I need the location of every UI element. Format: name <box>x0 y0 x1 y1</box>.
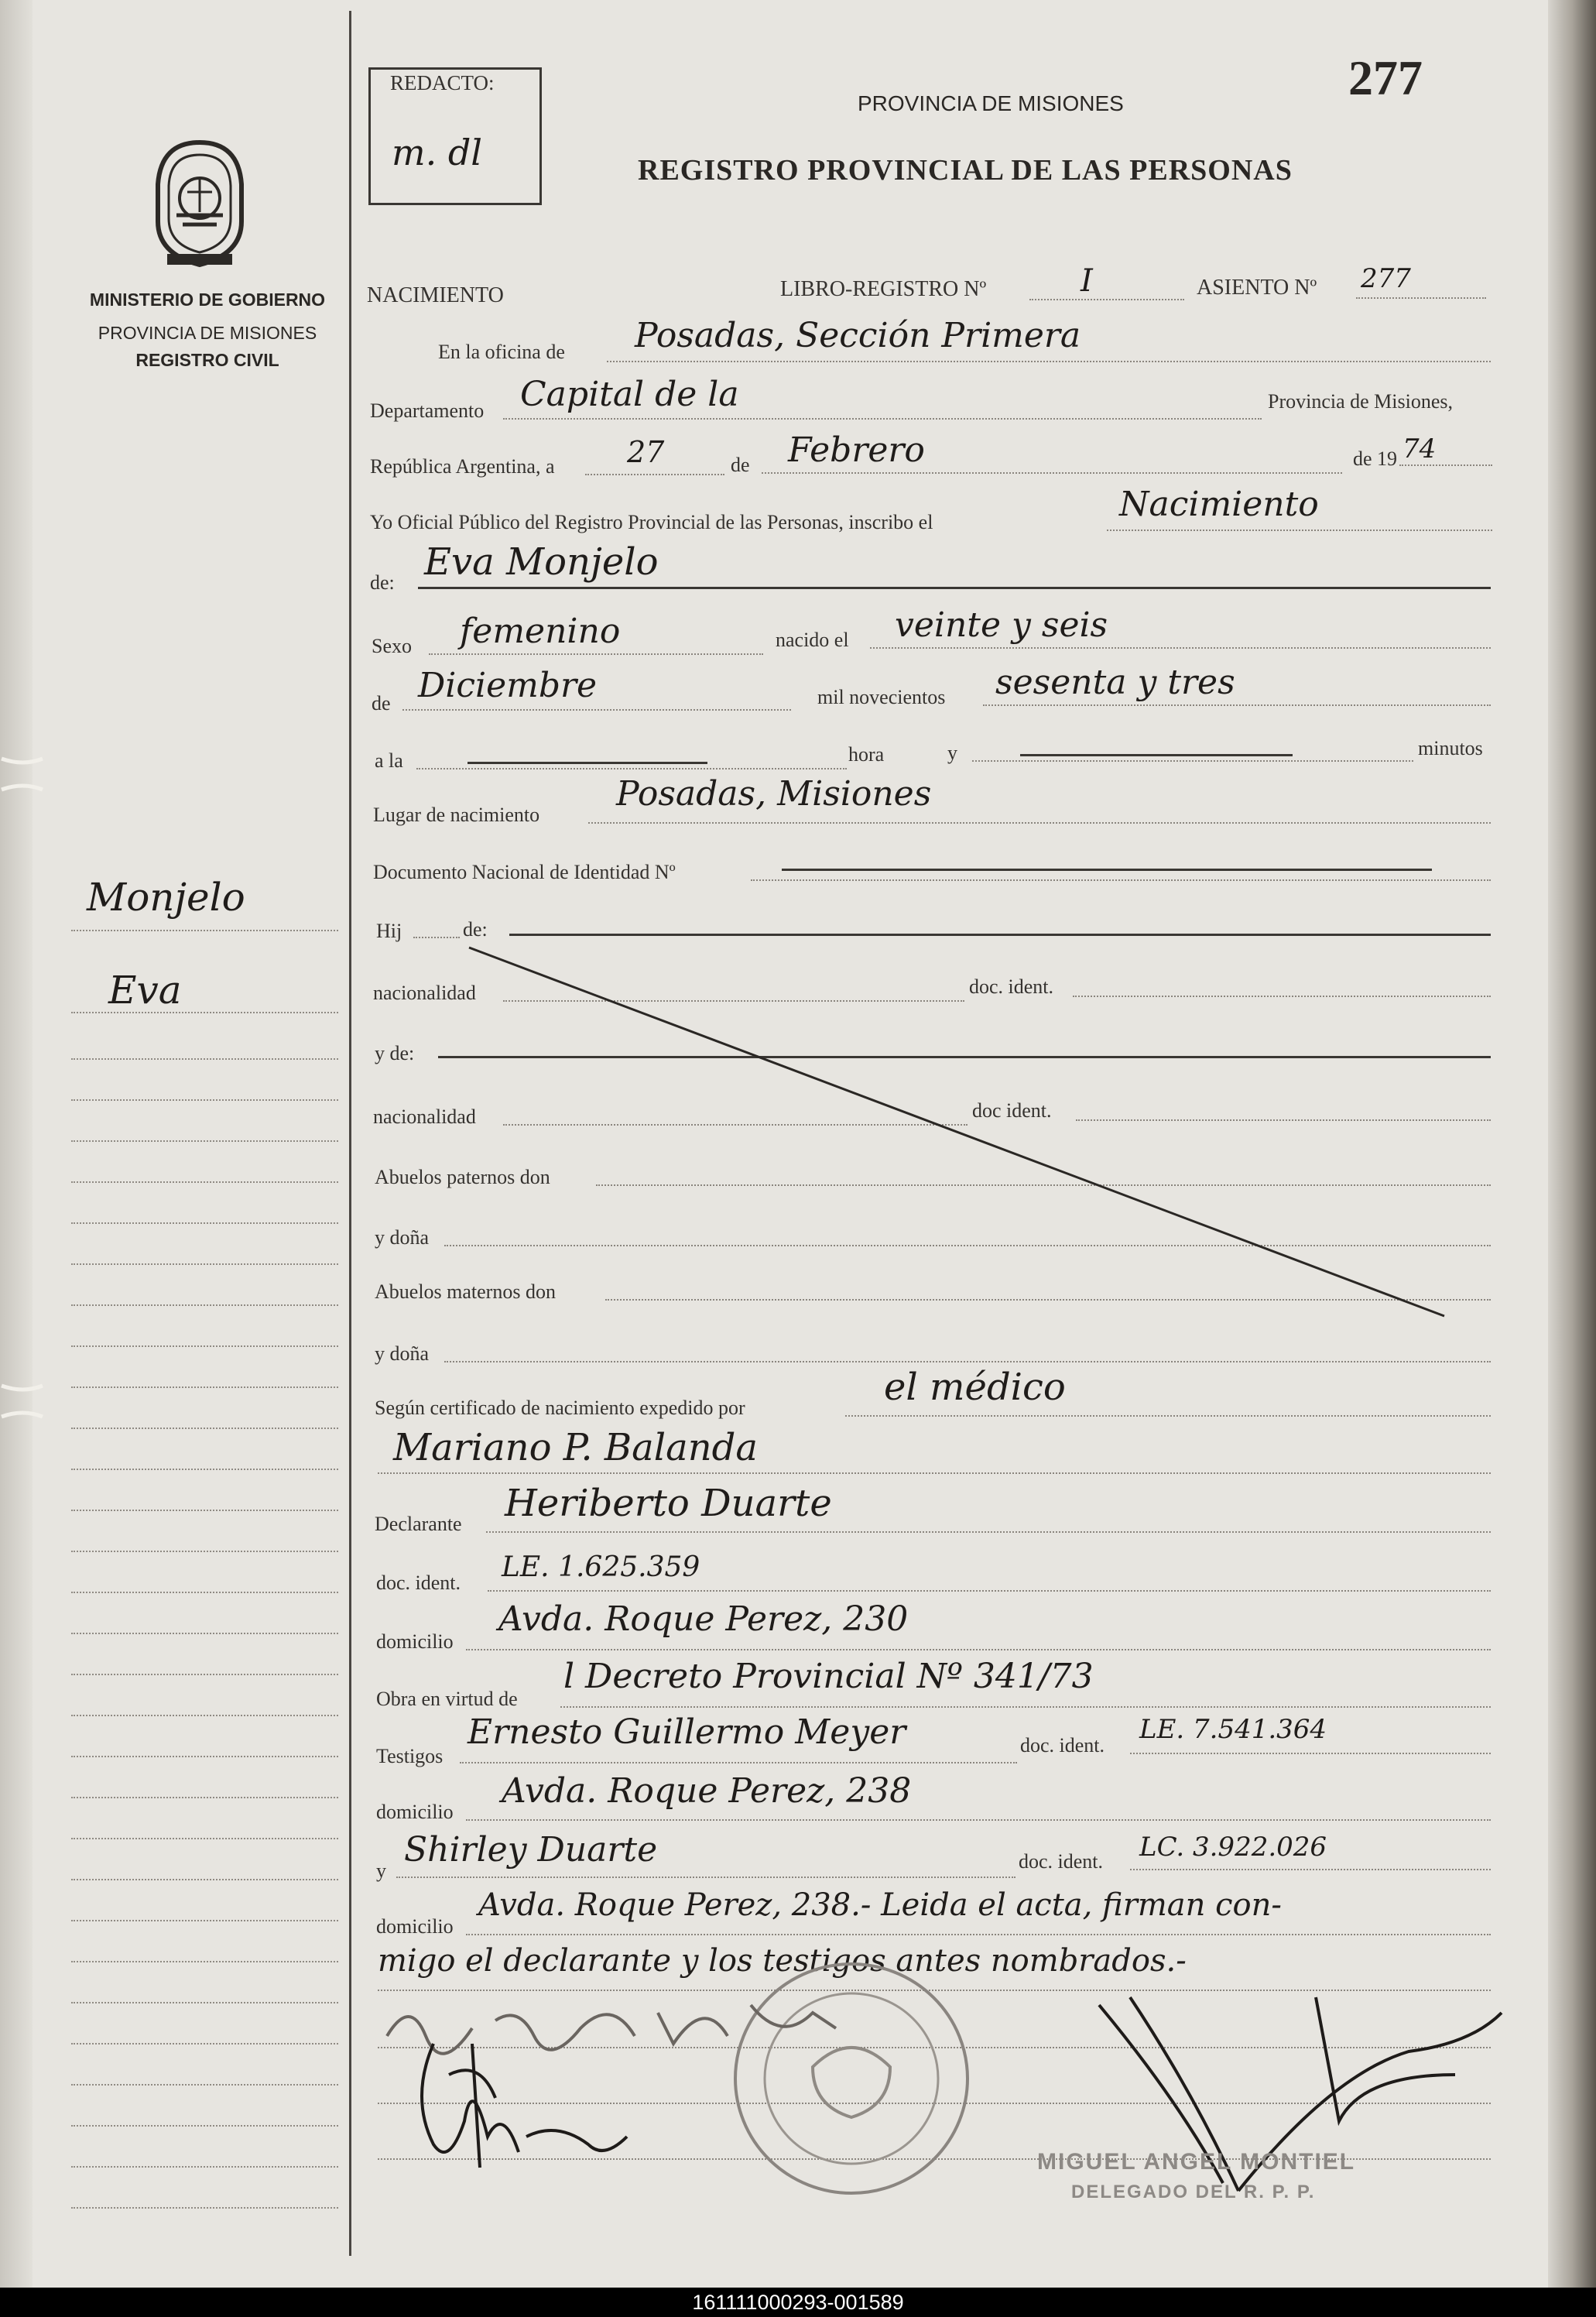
redacto-label: REDACTO: <box>390 71 495 94</box>
margin-line <box>71 1551 338 1552</box>
libro-value: I <box>1081 263 1093 299</box>
margin-line <box>71 1181 338 1183</box>
margin-line <box>71 2043 338 2045</box>
registry-title: REGISTRO PROVINCIAL DE LAS PERSONAS <box>638 154 1293 187</box>
oficina-value: Posadas, Sección Primera <box>635 316 1081 355</box>
certificado-label: Según certificado de nacimiento expedido por <box>375 1397 745 1419</box>
lugar-value: Posadas, Misiones <box>616 774 932 814</box>
obra-line <box>560 1706 1491 1708</box>
abuelos-mat-label: Abuelos maternos don <box>375 1280 556 1303</box>
officer-stamp-title: DELEGADO DEL R. P. P. <box>1071 2182 1316 2202</box>
testigo2-domicilio: Avda. Roque Perez, 238.- Leida el acta, firman con- <box>478 1887 1282 1923</box>
margin-line <box>71 1345 338 1347</box>
dni-strike <box>782 869 1432 871</box>
lugar-label: Lugar de nacimiento <box>373 804 540 826</box>
margin-surname: Monjelo <box>87 875 245 920</box>
sexo-line <box>429 653 763 655</box>
margin-line <box>71 1920 338 1921</box>
republica-label: República Argentina, a <box>370 455 555 478</box>
margin-line <box>71 1386 338 1388</box>
margin-line <box>71 1797 338 1798</box>
officer-stamp-name: MIGUEL ANGEL MONTIEL <box>1037 2149 1356 2175</box>
de-label: de <box>731 454 750 476</box>
margin-line <box>71 1222 338 1224</box>
witness-signature <box>402 2028 635 2183</box>
sexo-label: Sexo <box>372 635 412 657</box>
asiento-label: ASIENTO Nº <box>1197 276 1317 300</box>
asiento-line <box>1356 297 1486 299</box>
mil-label: mil novecientos <box>817 686 946 708</box>
margin-line <box>71 1058 338 1060</box>
ministry-label: MINISTERIO DE GOBIERNO <box>89 290 326 310</box>
y-dona-label: y doña <box>375 1226 430 1249</box>
anio-line <box>1399 464 1492 466</box>
dia-value: 27 <box>627 435 665 469</box>
testigo2-doc-line <box>1130 1869 1491 1870</box>
margin-line <box>71 2207 338 2209</box>
page-stack-edge <box>1548 0 1596 2288</box>
declarante-doc-line <box>488 1590 1491 1592</box>
margin-line <box>71 2002 338 2003</box>
mes-line <box>762 472 1342 474</box>
mes-nac-value: Diciembre <box>418 666 598 705</box>
sexo-value: femenino <box>460 612 621 651</box>
y-label: y <box>947 742 957 764</box>
nombre-value: Eva Monjelo <box>424 540 659 584</box>
mes-value: Febrero <box>788 430 925 470</box>
declarante-value: Heriberto Duarte <box>505 1482 832 1525</box>
nombre-line <box>418 587 1491 589</box>
departamento-line <box>503 418 1262 420</box>
redacto-initials: m. dl <box>392 132 483 173</box>
declarante-domicilio: Avda. Roque Perez, 230 <box>498 1599 909 1639</box>
column-divider <box>349 11 351 2256</box>
declarante-line <box>486 1531 1491 1533</box>
margin-line <box>71 1756 338 1757</box>
hij-de-label: de: <box>463 918 488 941</box>
nacionalidad-label: nacionalidad <box>373 982 476 1004</box>
margin-line <box>71 1469 338 1470</box>
margin-line <box>71 2166 338 2168</box>
declarante-domicilio-line <box>466 1649 1491 1650</box>
binding-strings <box>0 743 46 1517</box>
testigo2-doc: LC. 3.922.026 <box>1139 1832 1327 1863</box>
inscribo-value: Nacimiento <box>1119 485 1319 524</box>
oficina-line <box>607 361 1491 362</box>
nacionalidad2-label: nacionalidad <box>373 1105 476 1128</box>
margin-line <box>71 930 338 931</box>
medico-value: Mariano P. Balanda <box>393 1426 758 1469</box>
de-mes-label: de <box>372 692 391 715</box>
hora-strike <box>467 762 707 764</box>
margin-line <box>71 2084 338 2086</box>
footer-code: 161111000293-001589 <box>692 2291 904 2314</box>
testigo1-doc-line <box>1130 1753 1491 1754</box>
anio-label: de 19 <box>1353 447 1398 470</box>
margin-line <box>71 1633 338 1634</box>
inscribo-line <box>1107 530 1492 531</box>
nacido-line <box>870 647 1491 649</box>
margin-line <box>71 1838 338 1839</box>
oficial-text: Yo Oficial Público del Registro Provincial de las Personas, inscribo el <box>370 511 933 533</box>
dia-line <box>585 474 724 475</box>
obra-value: l Decreto Provincial Nº 341/73 <box>563 1657 1094 1696</box>
nacido-value: veinte y seis <box>895 605 1108 645</box>
margin-line <box>71 1674 338 1675</box>
de-colon-label: de: <box>370 571 395 594</box>
doc-ident5-label: doc. ident. <box>1019 1850 1104 1873</box>
minutos-label: minutos <box>1418 737 1483 759</box>
oficina-label: En la oficina de <box>438 341 565 363</box>
dni-label: Documento Nacional de Identidad Nº <box>373 861 676 883</box>
nacimiento-label: NACIMIENTO <box>367 283 504 307</box>
nacido-label: nacido el <box>776 629 849 651</box>
hora-line <box>416 768 847 769</box>
margin-line <box>71 1099 338 1101</box>
margin-line <box>71 1592 338 1593</box>
dni-line <box>751 879 1491 881</box>
minutos-line <box>972 760 1413 762</box>
hij-label: Hij <box>376 920 402 942</box>
y-dona2-label: y doña <box>375 1342 430 1365</box>
domicilio-label: domicilio <box>376 1630 454 1653</box>
certificado-value: el médico <box>884 1366 1066 1409</box>
libro-line <box>1029 299 1184 300</box>
abuelos-pat-label: Abuelos paternos don <box>375 1166 550 1188</box>
domicilio3-label: domicilio <box>376 1915 454 1938</box>
margin-line <box>71 1715 338 1716</box>
cancel-diagonal-line <box>464 929 1455 1332</box>
margin-line <box>71 1879 338 1880</box>
testigo2-value: Shirley Duarte <box>404 1830 658 1870</box>
margin-name: Eva <box>108 968 182 1013</box>
testigo1-line <box>460 1762 1017 1763</box>
margin-line <box>71 1961 338 1962</box>
y2-label: y <box>376 1859 386 1882</box>
margin-line <box>71 1140 338 1142</box>
closing-line: migo el declarante y los testigos antes nombrados.- <box>378 1943 1187 1979</box>
testigo2-domicilio-line <box>466 1934 1491 1935</box>
departamento-value: Capital de la <box>520 375 739 414</box>
testigo2-line <box>396 1877 1015 1878</box>
asiento-value: 277 <box>1361 263 1411 294</box>
anio-value: 74 <box>1402 434 1437 464</box>
provincia-label: Provincia de Misiones, <box>1268 390 1454 413</box>
hora-label: hora <box>848 743 885 766</box>
margin-line <box>71 1510 338 1511</box>
a-la-label: a la <box>375 749 403 772</box>
medico-line <box>378 1472 1491 1474</box>
anio-nac-line <box>983 704 1491 706</box>
departamento-label: Departamento <box>370 399 485 422</box>
y-de-label: y de: <box>375 1042 415 1064</box>
y-dona2-line <box>444 1361 1491 1362</box>
minutos-strike <box>1020 754 1293 756</box>
margin-line <box>71 1263 338 1265</box>
libro-label: LIBRO-REGISTRO Nº <box>780 277 987 301</box>
testigo1-doc: LE. 7.541.364 <box>1139 1714 1327 1745</box>
footer-code-bar <box>0 2288 1596 2317</box>
margin-line <box>71 2125 338 2127</box>
declarante-doc: LE. 1.625.359 <box>502 1551 700 1583</box>
doc-ident3-label: doc. ident. <box>376 1572 461 1594</box>
province-title: PROVINCIA DE MISIONES <box>858 91 1124 115</box>
mes-nac-line <box>402 709 791 711</box>
officer-signature <box>1084 1982 1517 2214</box>
doc-ident4-label: doc. ident. <box>1020 1734 1105 1757</box>
province-label-left: PROVINCIA DE MISIONES <box>98 323 317 343</box>
margin-line <box>71 1304 338 1306</box>
testigos-label: Testigos <box>376 1745 444 1767</box>
page-number: 277 <box>1348 50 1423 105</box>
misiones-seal-icon <box>146 138 254 269</box>
doc-ident-label: doc. ident. <box>969 975 1054 998</box>
testigo1-domicilio-line <box>466 1819 1491 1821</box>
lugar-line <box>588 822 1491 824</box>
margin-line <box>71 1428 338 1429</box>
declarante-label: Declarante <box>375 1513 462 1535</box>
anio-nac-value: sesenta y tres <box>995 663 1235 702</box>
doc-ident2-label: doc ident. <box>972 1099 1052 1122</box>
domicilio2-label: domicilio <box>376 1801 454 1823</box>
testigo1-value: Ernesto Guillermo Meyer <box>467 1712 906 1752</box>
obra-label: Obra en virtud de <box>376 1688 518 1710</box>
hij-line <box>413 937 460 938</box>
certificado-line <box>845 1415 1491 1417</box>
registry-label: REGISTRO CIVIL <box>135 350 279 370</box>
testigo1-domicilio: Avda. Roque Perez, 238 <box>502 1771 912 1811</box>
